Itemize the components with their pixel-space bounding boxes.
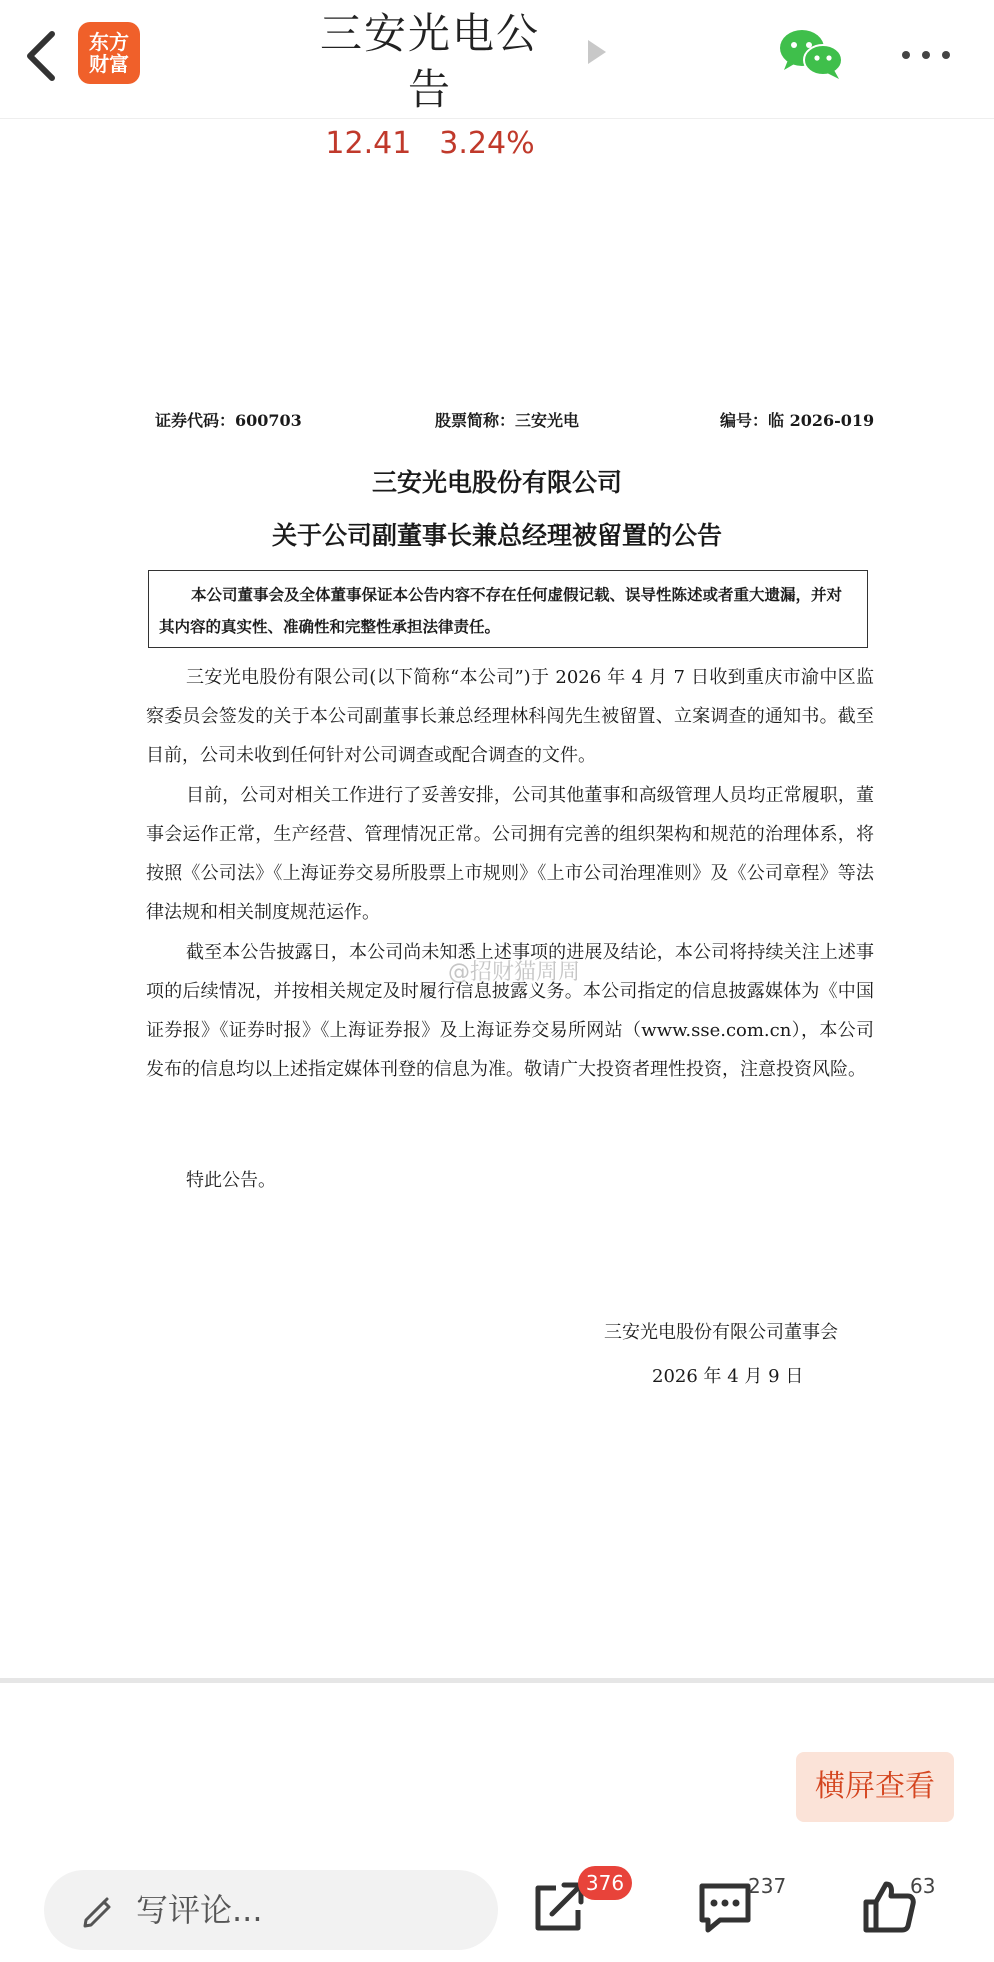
wechat-icon[interactable] [778, 26, 844, 82]
comment-input[interactable] [44, 1870, 498, 1950]
back-arrow-icon[interactable] [18, 28, 66, 84]
comment-count: 237 [748, 1874, 787, 1898]
app-logo[interactable] [78, 22, 140, 84]
more-icon[interactable] [896, 40, 956, 70]
signature-company: 三安光电股份有限公司董事会 [604, 1322, 838, 1343]
landscape-view-button[interactable]: 横屏查看 [796, 1752, 954, 1822]
stock-change: 3.24% [439, 126, 535, 161]
stock-price: 12.41 [325, 126, 412, 161]
comment-icon[interactable] [694, 1876, 756, 1938]
stock-code: 证券代码：600703 [155, 411, 302, 430]
closing-text: 特此公告。 [186, 1170, 276, 1191]
doc-number: 编号：临 2026-019 [720, 411, 875, 430]
comment-placeholder: 写评论... [136, 1891, 263, 1929]
logo-line2: 财富 [89, 52, 129, 76]
paragraph-1: 三安光电股份有限公司(以下简称“本公司”)于 2026 年 4 月 7 日收到重庆市渝中区监察委员会签发的关于本公司副董事长兼总经理林科闯先生被留置、立案调查的通知书。截至目前，公司未收到任何针对公司调查或配合调查的文件。 [146, 667, 874, 766]
like-count: 63 [910, 1874, 936, 1898]
paragraph-3: 截至本公告披露日，本公司尚未知悉上述事项的进展及结论，本公司将持续关注上述事项的后续情况，并按相关规定及时履行信息披露义务。本公司指定的信息披露媒体为《中国证券报》《证券时报》《上海证券报》及上海证券交易所网站（www.sse.com.cn），本公司发布的信息均以上述指定媒体刊登的信息为准。敬请广大投资者理性投资，注意投资风险。 [146, 942, 874, 1080]
doc-company-name: 三安光电股份有限公司 [371, 468, 622, 497]
stock-abbr: 股票简称：三安光电 [435, 411, 580, 430]
logo-line1: 东方 [89, 30, 129, 54]
play-triangle-icon[interactable] [588, 40, 606, 64]
pen-icon [78, 1890, 118, 1930]
bottom-action-bar [0, 1848, 994, 1962]
divider [0, 1678, 994, 1683]
doc-title: 关于公司副董事长兼总经理被留置的公告 [271, 521, 722, 550]
paragraph-2: 目前，公司对相关工作进行了妥善安排，公司其他董事和高级管理人员均正常履职，董事会运作正常，生产经营、管理情况正常。公司拥有完善的组织架构和规范的治理体系，将按照《公司法》《上海证券交易所股票上市规则》《上市公司治理准则》及《公司章程》等法律法规和相关制度规范运作。 [146, 785, 874, 923]
disclaimer-box [148, 570, 868, 648]
announcement-document [0, 118, 994, 1678]
signature-date: 2026 年 4 月 9 日 [652, 1366, 804, 1387]
page-title: 三安光电公告 [319, 9, 540, 114]
disclaimer-text: 本公司董事会及全体董事保证本公告内容不存在任何虚假记载、误导性陈述或者重大遗漏，并对其内容的真实性、准确性和完整性承担法律责任。 [159, 585, 843, 636]
watermark: @招财猫周周 [448, 960, 581, 985]
top-bar [0, 0, 994, 161]
share-count-badge: 376 [578, 1866, 632, 1900]
